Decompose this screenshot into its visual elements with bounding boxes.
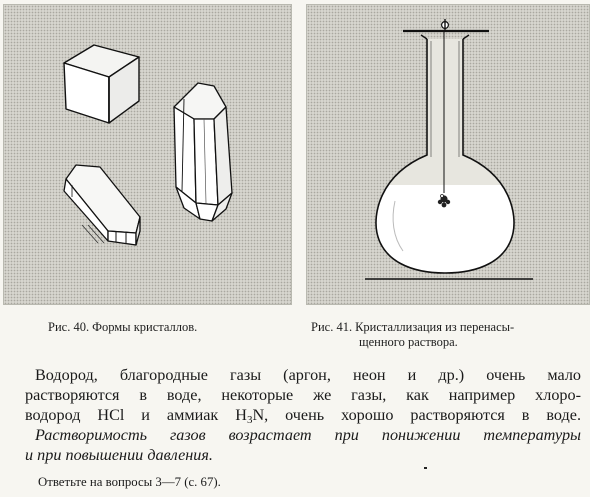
questions-reference: Ответьте на вопросы 3—7 (с. 67).: [38, 475, 221, 489]
figure-40-crystal-shapes: [3, 4, 292, 305]
paragraph-line-3: [25, 406, 581, 426]
figure-40-caption-text: Формы кристаллов.: [92, 320, 198, 334]
rule-line-2: и при повышении давления.: [25, 445, 213, 464]
figure-41-caption-line2: щенного раствора.: [359, 335, 458, 349]
figure-40-caption: [48, 320, 298, 335]
figure-41-number: Рис. 41.: [311, 320, 353, 334]
ammonia-subscript: 3: [246, 413, 253, 426]
figure-41-caption: [311, 320, 587, 350]
crystal-shapes-drawing: [4, 5, 293, 306]
paragraph-line-2: растворяются в воде, некоторые же газы, как например хлоро-: [25, 385, 581, 404]
paragraph-line-1: Водород, благородные газы (аргон, неон и др.) очень мало: [35, 366, 581, 384]
figure-40-number: Рис. 40.: [48, 320, 90, 334]
prism-crystal: [174, 83, 232, 221]
gas-solubility-paragraph: [25, 366, 581, 425]
cube-crystal: [64, 45, 139, 123]
solubility-rule: [25, 426, 581, 466]
figure-41-crystallization-flask: [306, 4, 590, 305]
paragraph-line-3-text: водород HCl и аммиак H: [25, 405, 247, 424]
flask-drawing: [307, 5, 590, 306]
figure-41-caption-line1: Кристаллизация из перенасы-: [355, 320, 515, 334]
print-speck: [424, 467, 427, 469]
paragraph-line-3-rest: N, очень хорошо растворяются в воде.: [252, 405, 581, 424]
tabular-crystal: [64, 165, 140, 245]
rule-line-1: Растворимость газов возрастает при понижении температуры: [35, 426, 581, 444]
